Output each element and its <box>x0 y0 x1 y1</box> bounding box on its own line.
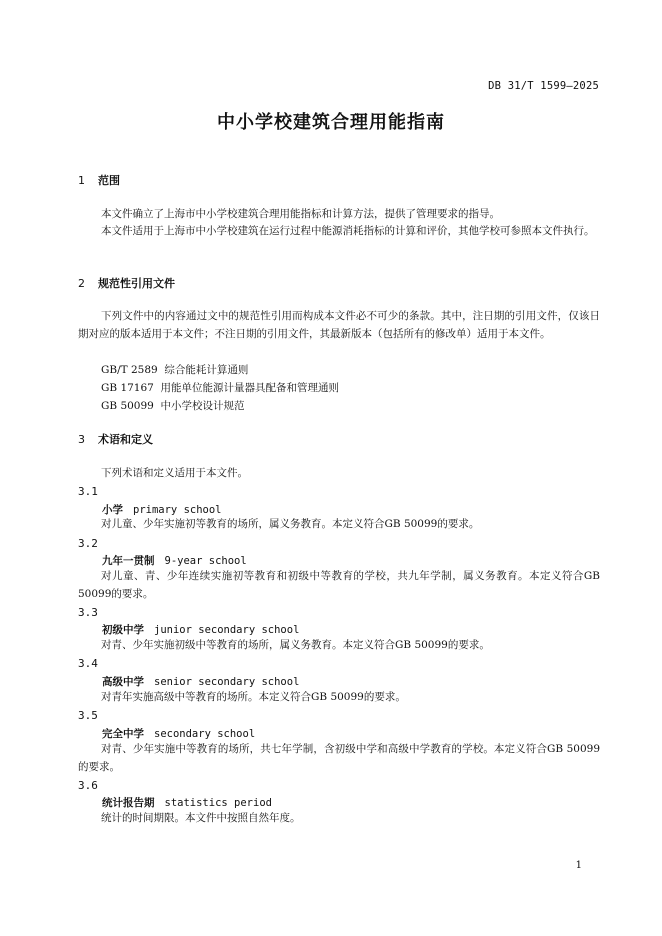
page-number: 1 <box>575 860 582 871</box>
ref-item: GB 17167 用能单位能源计量器具配备和管理通则 <box>101 382 340 394</box>
term-number: 3.2 <box>78 537 98 550</box>
term-name <box>78 674 624 689</box>
refs-intro: 下列文件中的内容通过文中的规范性引用而构成本文件必不可少的条款。其中，注日期的引用文件，仅该日期对应的版本适用于本文件；不注日期的引用文件，其最新版本（包括所有的修改单）适用于本文件。 <box>78 310 600 340</box>
term-definition: 统计的时间期限。本文件中按照自然年度。 <box>101 812 301 824</box>
term-name-en: statistics period <box>164 797 272 809</box>
scope-paragraph-2: 本文件适用于上海市中小学校建筑在运行过程中能源消耗指标的计算和评价，其他学校可参照本文件执行。 <box>101 225 595 237</box>
term-name-cn: 完全中学 <box>102 728 144 740</box>
standard-number: DB 31/T 1599—2025 <box>488 80 599 92</box>
page-title: 中小学校建筑合理用能指南 <box>217 112 445 133</box>
term-name-cn: 高级中学 <box>102 676 144 688</box>
section-heading-terms <box>78 431 600 447</box>
term-name-cn: 初级中学 <box>102 624 144 636</box>
terms-intro: 下列术语和定义适用于本文件。 <box>101 467 248 479</box>
ref-item: GB/T 2589 综合能耗计算通则 <box>101 364 249 376</box>
term-definition: 对儿童、少年实施初等教育的场所，属义务教育。本定义符合GB 50099的要求。 <box>101 518 480 530</box>
scope-paragraph-1: 本文件确立了上海市中小学校建筑合理用能指标和计算方法，提供了管理要求的指导。 <box>101 208 500 220</box>
term-name-en: junior secondary school <box>154 624 300 636</box>
term-name-en: 9-year school <box>164 555 247 567</box>
term-number: 3.3 <box>78 606 98 619</box>
term-name-en: secondary school <box>154 728 256 740</box>
section-title: 规范性引用文件 <box>98 277 175 290</box>
section-number: 1 <box>78 174 85 187</box>
ref-item: GB 50099 中小学校设计规范 <box>101 400 245 412</box>
term-number: 3.1 <box>78 485 98 498</box>
term-definition: 对青、少年实施初级中等教育的场所，属义务教育。本定义符合GB 50099的要求。 <box>101 639 490 651</box>
term-name <box>78 622 624 637</box>
term-name <box>78 726 624 741</box>
term-number: 3.5 <box>78 709 98 722</box>
term-definition: 对青年实施高级中等教育的场所。本定义符合GB 50099的要求。 <box>101 691 406 703</box>
term-name <box>78 553 624 568</box>
term-name-cn: 九年一贯制 <box>102 555 155 567</box>
section-heading-scope <box>78 172 600 188</box>
term-definition: 对青、少年实施中等教育的场所，共七年学制，含初级中学和高级中学教育的学校。本定义符合GB 50099的要求。 <box>78 743 600 773</box>
section-title: 术语和定义 <box>98 433 153 446</box>
section-heading-refs <box>78 275 600 291</box>
term-name-en: primary school <box>133 504 222 516</box>
term-name <box>78 795 624 810</box>
section-title: 范围 <box>98 174 120 187</box>
term-definition: 对儿童、青、少年连续实施初等教育和初级中等教育的学校，共九年学制，属义务教育。本定义符合GB 50099的要求。 <box>78 570 600 600</box>
term-number: 3.4 <box>78 657 98 670</box>
section-number: 2 <box>78 277 85 290</box>
section-number: 3 <box>78 433 85 446</box>
term-number: 3.6 <box>78 779 98 792</box>
term-name-cn: 小学 <box>102 504 123 516</box>
term-name-cn: 统计报告期 <box>102 797 155 809</box>
term-name-en: senior secondary school <box>154 676 300 688</box>
